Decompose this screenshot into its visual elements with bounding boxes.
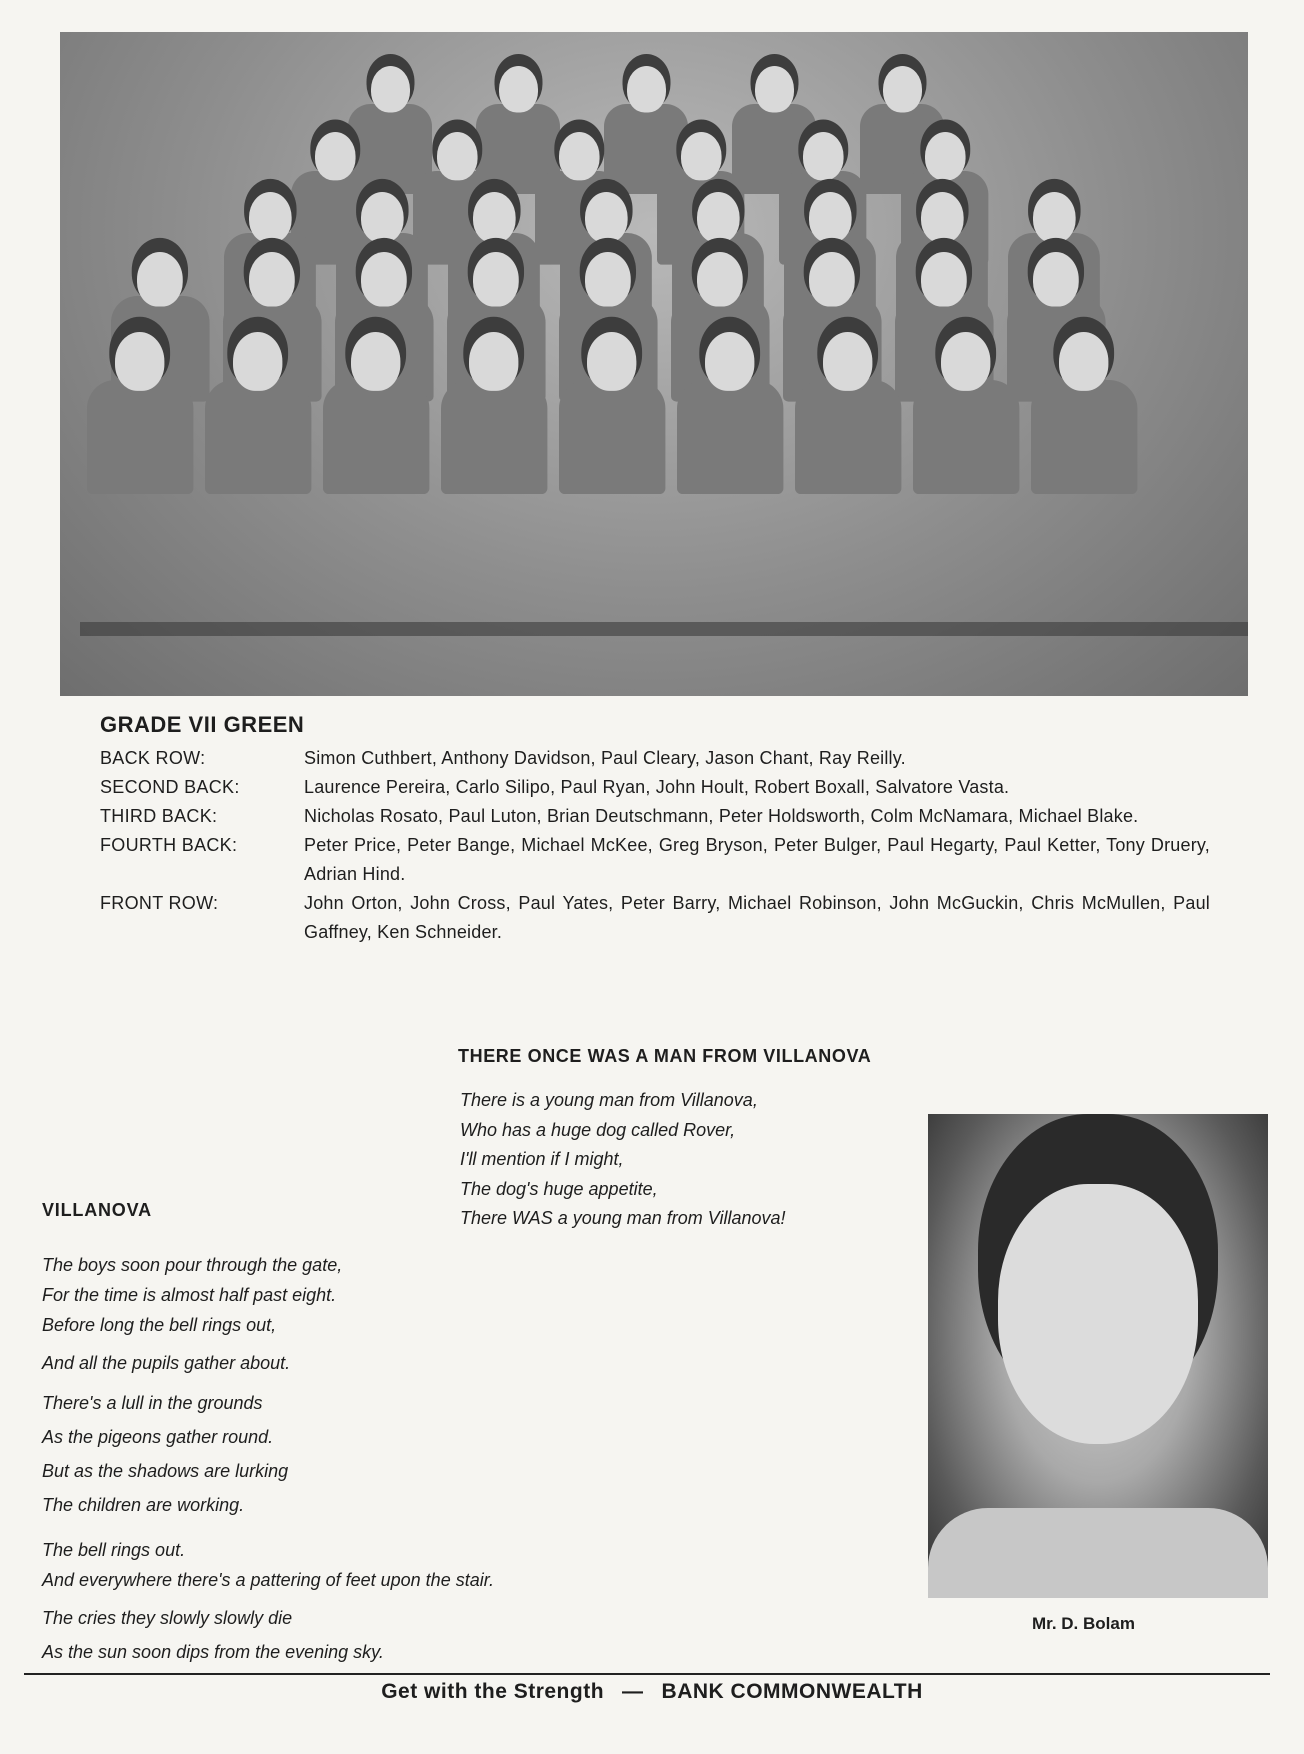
roster-row-label: BACK ROW:: [100, 748, 206, 768]
poem-line: As the sun soon dips from the evening sky.: [42, 1642, 384, 1662]
roster-row-names: Laurence Pereira, Carlo Silipo, Paul Ryan, John Hoult, Robert Boxall, Salvatore Vasta.: [304, 777, 1010, 797]
limerick-line: The dog's huge appetite,: [460, 1178, 658, 1199]
student-head: [697, 252, 743, 307]
roster-row-names: Peter Price, Peter Bange, Michael McKee, Greg Bryson, Peter Bulger, Paul Hegarty, Paul Ketter, Tony Druery, Adrian Hind.: [304, 835, 1210, 884]
limerick-line: There is a young man from Villanova,: [460, 1090, 758, 1110]
poem-line: The bell rings out.: [42, 1540, 186, 1560]
student-head: [1033, 192, 1076, 243]
student-head: [809, 252, 855, 307]
poem-line: For the time is almost half past eight.: [42, 1285, 337, 1305]
student-head: [883, 66, 922, 113]
student-figure: [913, 380, 1019, 494]
poem-line: But as the shadows are lurking: [42, 1461, 289, 1481]
limerick-line: I'll mention if I might,: [460, 1149, 624, 1169]
student-head: [351, 332, 400, 391]
teacher-portrait: [928, 1114, 1268, 1598]
class-roster: [100, 744, 1210, 947]
student-head: [137, 252, 183, 307]
class-photo-figures: [60, 32, 1248, 696]
student-figure: [205, 380, 311, 494]
grade-title: GRADE VII GREEN: [100, 712, 305, 737]
poem-line: There's a lull in the grounds: [42, 1393, 263, 1413]
poem-line: Before long the bell rings out,: [42, 1315, 277, 1335]
roster-row: [100, 802, 1210, 831]
student-head: [921, 192, 964, 243]
student-head: [499, 66, 538, 113]
poem-line: And everywhere there's a pattering of feet upon the stair.: [42, 1570, 495, 1590]
limerick-line: There WAS a young man from Villanova!: [460, 1208, 786, 1228]
footer-slogan: Get with the Strength: [381, 1680, 605, 1703]
poem-stanza: [42, 1535, 494, 1667]
student-head: [249, 252, 295, 307]
portrait-shoulders: [928, 1508, 1268, 1598]
student-head: [1059, 332, 1108, 391]
footer-bank-name: BANK COMMONWEALTH: [661, 1680, 923, 1703]
student-head: [585, 252, 631, 307]
footer-advert: [0, 1680, 1304, 1704]
student-head: [473, 192, 516, 243]
student-head: [315, 132, 356, 180]
roster-row-label: FOURTH BACK:: [100, 835, 238, 855]
student-head: [371, 66, 410, 113]
student-head: [469, 332, 518, 391]
student-head: [437, 132, 478, 180]
student-head: [361, 252, 407, 307]
student-head: [361, 192, 404, 243]
poem-stanza: [42, 1388, 288, 1520]
roster-row-names: John Orton, John Cross, Paul Yates, Peter Barry, Michael Robinson, John McGuckin, Chris McMullen, Paul Gaffney, Ken Schneider.: [304, 893, 1210, 942]
student-figure: [87, 380, 193, 494]
roster-row-names: Simon Cuthbert, Anthony Davidson, Paul Cleary, Jason Chant, Ray Reilly.: [304, 748, 906, 768]
student-head: [587, 332, 636, 391]
footer-rule: [24, 1673, 1270, 1675]
student-head: [941, 332, 990, 391]
roster-row: [100, 773, 1210, 802]
poem-line: The children are working.: [42, 1495, 245, 1515]
student-head: [755, 66, 794, 113]
roster-row-names: Nicholas Rosato, Paul Luton, Brian Deutschmann, Peter Holdsworth, Colm McNamara, Michael Blake.: [304, 806, 1139, 826]
student-head: [823, 332, 872, 391]
poem-line: The boys soon pour through the gate,: [42, 1255, 343, 1275]
portrait-face: [998, 1184, 1198, 1444]
student-figure: [441, 380, 547, 494]
student-head: [627, 66, 666, 113]
student-figure: [1031, 380, 1137, 494]
student-head: [559, 132, 600, 180]
student-head: [249, 192, 292, 243]
poem-line: And all the pupils gather about.: [42, 1353, 291, 1373]
student-head: [1033, 252, 1079, 307]
roster-row-label: THIRD BACK:: [100, 806, 218, 826]
student-head: [697, 192, 740, 243]
poem-line: The cries they slowly slowly die: [42, 1608, 293, 1628]
student-head: [115, 332, 164, 391]
photo-bench: [80, 622, 1248, 636]
limerick-line: Who has a huge dog called Rover,: [460, 1119, 736, 1140]
portrait-caption: Mr. D. Bolam: [1032, 1614, 1135, 1633]
roster-row: [100, 744, 1210, 773]
roster-row-label: SECOND BACK:: [100, 777, 240, 797]
student-head: [681, 132, 722, 180]
student-head: [921, 252, 967, 307]
poem-stanza: [42, 1250, 342, 1378]
student-head: [705, 332, 754, 391]
roster-row: [100, 831, 1210, 889]
student-head: [803, 132, 844, 180]
student-head: [585, 192, 628, 243]
roster-row-label: FRONT ROW:: [100, 893, 219, 913]
student-head: [925, 132, 966, 180]
poem-line: As the pigeons gather round.: [42, 1427, 274, 1447]
student-figure: [677, 380, 783, 494]
limerick-title: THERE ONCE WAS A MAN FROM VILLANOVA: [458, 1046, 872, 1066]
roster-row: [100, 889, 1210, 947]
student-head: [233, 332, 282, 391]
limerick-body: [460, 1086, 786, 1234]
student-figure: [559, 380, 665, 494]
student-head: [473, 252, 519, 307]
student-figure: [795, 380, 901, 494]
poem-title: VILLANOVA: [42, 1200, 152, 1220]
student-head: [809, 192, 852, 243]
student-figure: [323, 380, 429, 494]
class-photo: [60, 32, 1248, 696]
footer-separator: —: [622, 1680, 644, 1703]
